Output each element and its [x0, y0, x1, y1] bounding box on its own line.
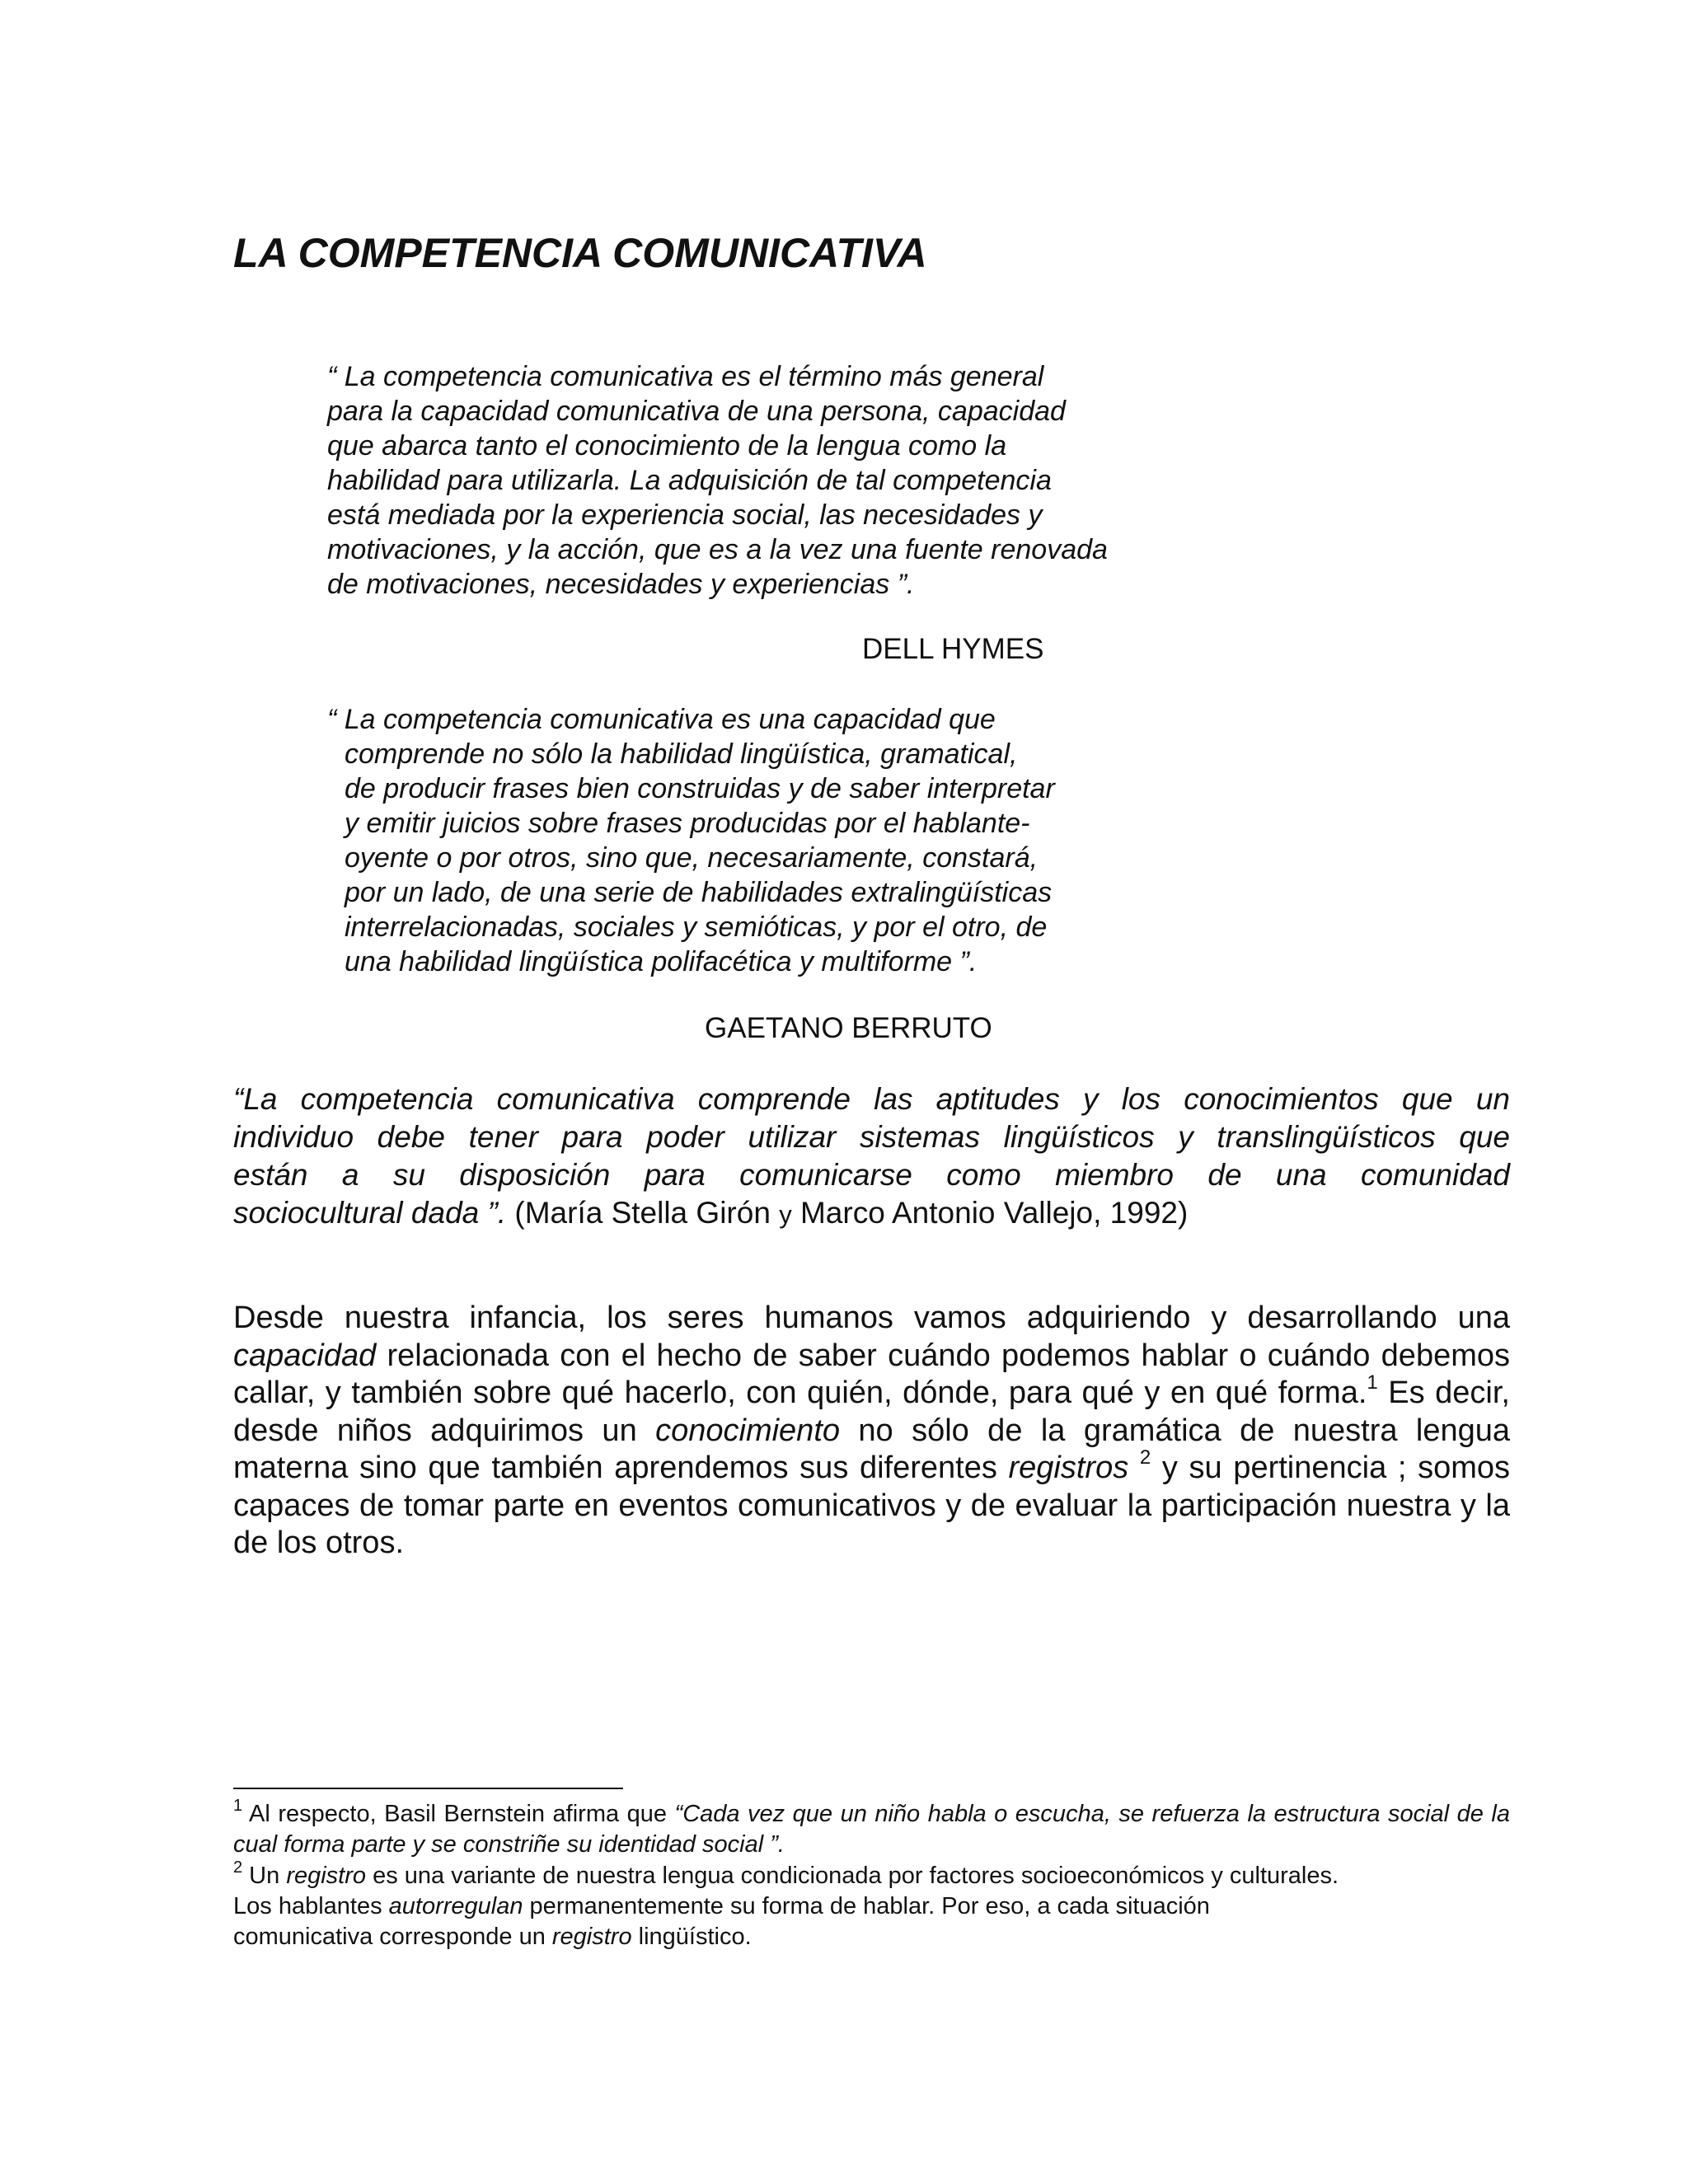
quote-author-berruto: GAETANO BERRUTO — [705, 1012, 992, 1044]
quote-line: de producir frases bien construidas y de saber interpretar — [345, 773, 1055, 804]
quote-line: de motivaciones, necesidades y experiencias ”. — [327, 569, 915, 600]
quote-line: individuo debe tener para poder utilizar sistemas lingüísticos y translingüísticos que — [233, 1120, 1510, 1154]
quote-line: interrelacionadas, sociales y semióticas, y por el otro, de — [345, 912, 1048, 943]
paragraph-italic: registros — [1008, 1451, 1129, 1485]
footnote-separator — [233, 1788, 623, 1789]
footnote-number: 2 — [233, 1858, 243, 1877]
paragraph-text: no sólo de la gramática de nuestra lengua materna sino que también aprendemos sus diferentes — [233, 1413, 1510, 1485]
quote-line: oyente o por otros, sino que, necesariamente, constará, — [345, 842, 1039, 874]
quote-line: por un lado, de una serie de habilidades extralingüísticas — [345, 877, 1053, 908]
quote-line: “ La competencia comunicativa es el término más general — [327, 361, 1044, 392]
body-paragraph — [233, 1300, 1510, 1563]
footnote-italic: registro — [286, 1863, 367, 1889]
quote-citation: Marco Antonio Vallejo, 1992) — [791, 1196, 1189, 1230]
footnote-text: lingüístico. — [631, 1924, 752, 1950]
footnote-text: comunicativa corresponde un — [233, 1924, 552, 1950]
footnote-ref-2[interactable]: 2 — [1139, 1446, 1151, 1469]
footnote-italic: “Cada vez que un niño habla o escucha, se refuerza la estructura social de la cual forma parte y se constriñe su identidad social ”. — [233, 1801, 1510, 1858]
footnote-text: Un — [242, 1863, 287, 1889]
quote-line: está mediada por la experiencia social, las necesidades y — [327, 499, 1043, 531]
paragraph-text: Es decir, desde niños adquirimos un — [233, 1376, 1510, 1448]
quote-line: “ La competencia comunicativa es una capacidad que — [327, 704, 996, 735]
footnote-text: Los hablantes — [233, 1893, 389, 1919]
quote-line: “La competencia comunicativa comprende las aptitudes y los conocimientos que un — [233, 1082, 1510, 1116]
footnote-number: 1 — [233, 1797, 243, 1815]
quote-line: que abarca tanto el conocimiento de la lengua como la — [327, 430, 1007, 462]
quote-author-hymes: DELL HYMES — [862, 633, 1044, 665]
quote-hymes — [327, 359, 1108, 602]
footnote-italic: autorregulan — [388, 1893, 523, 1919]
paragraph-text: Desde nuestra infancia, los seres humanos vamos adquiriendo y desarrollando una — [233, 1301, 1510, 1335]
footnote-italic: registro — [551, 1924, 632, 1950]
footnote-text: permanentemente su forma de hablar. Por eso, a cada situación — [523, 1893, 1210, 1919]
footnote-text: es una variante de nuestra lengua condicionada por factores socioeconómicos y culturales. — [366, 1863, 1339, 1889]
quote-citation-connector: y — [779, 1200, 792, 1229]
page-title: LA COMPETENCIA COMUNICATIVA — [233, 230, 927, 276]
footnote-1 — [233, 1799, 1510, 1860]
quote-line: comprende no sólo la habilidad lingüística, gramatical, — [345, 738, 1018, 770]
quote-line: motivaciones, y la acción, que es a la vez una fuente renovada — [327, 534, 1108, 565]
paragraph-italic: conocimiento — [655, 1413, 841, 1448]
quote-berruto — [327, 702, 1055, 979]
quote-line: sociocultural dada ”. — [233, 1196, 507, 1230]
paragraph-italic: capacidad — [233, 1338, 377, 1373]
quote-line: para la capacidad comunicativa de una persona, capacidad — [327, 396, 1066, 427]
quote-line: están a su disposición para comunicarse como miembro de una comunidad — [233, 1158, 1510, 1192]
footnote-ref-1[interactable]: 1 — [1367, 1371, 1378, 1394]
quote-giron-vallejo — [233, 1080, 1510, 1234]
footnote-text: Al respecto, Basil Bernstein afirma que — [242, 1801, 675, 1827]
paragraph-text: y su pertinencia ; somos capaces de tomar parte en eventos comunicativos y de evaluar la participación nuestra y la de los otros. — [233, 1451, 1510, 1560]
quote-line: habilidad para utilizarla. La adquisición de tal competencia — [327, 465, 1052, 496]
quote-citation: (María Stella Girón — [506, 1196, 780, 1230]
quote-line: una habilidad lingüística polifacética y multiforme ”. — [345, 946, 978, 977]
quote-line: y emitir juicios sobre frases producidas por el hablante- — [345, 808, 1030, 839]
footnote-2 — [233, 1858, 1510, 1952]
paragraph-text: relacionada con el hecho de saber cuándo podemos hablar o cuándo debemos callar, y también sobre qué hacerlo, con quién, dónde, para qué y en qué forma. — [233, 1338, 1510, 1410]
